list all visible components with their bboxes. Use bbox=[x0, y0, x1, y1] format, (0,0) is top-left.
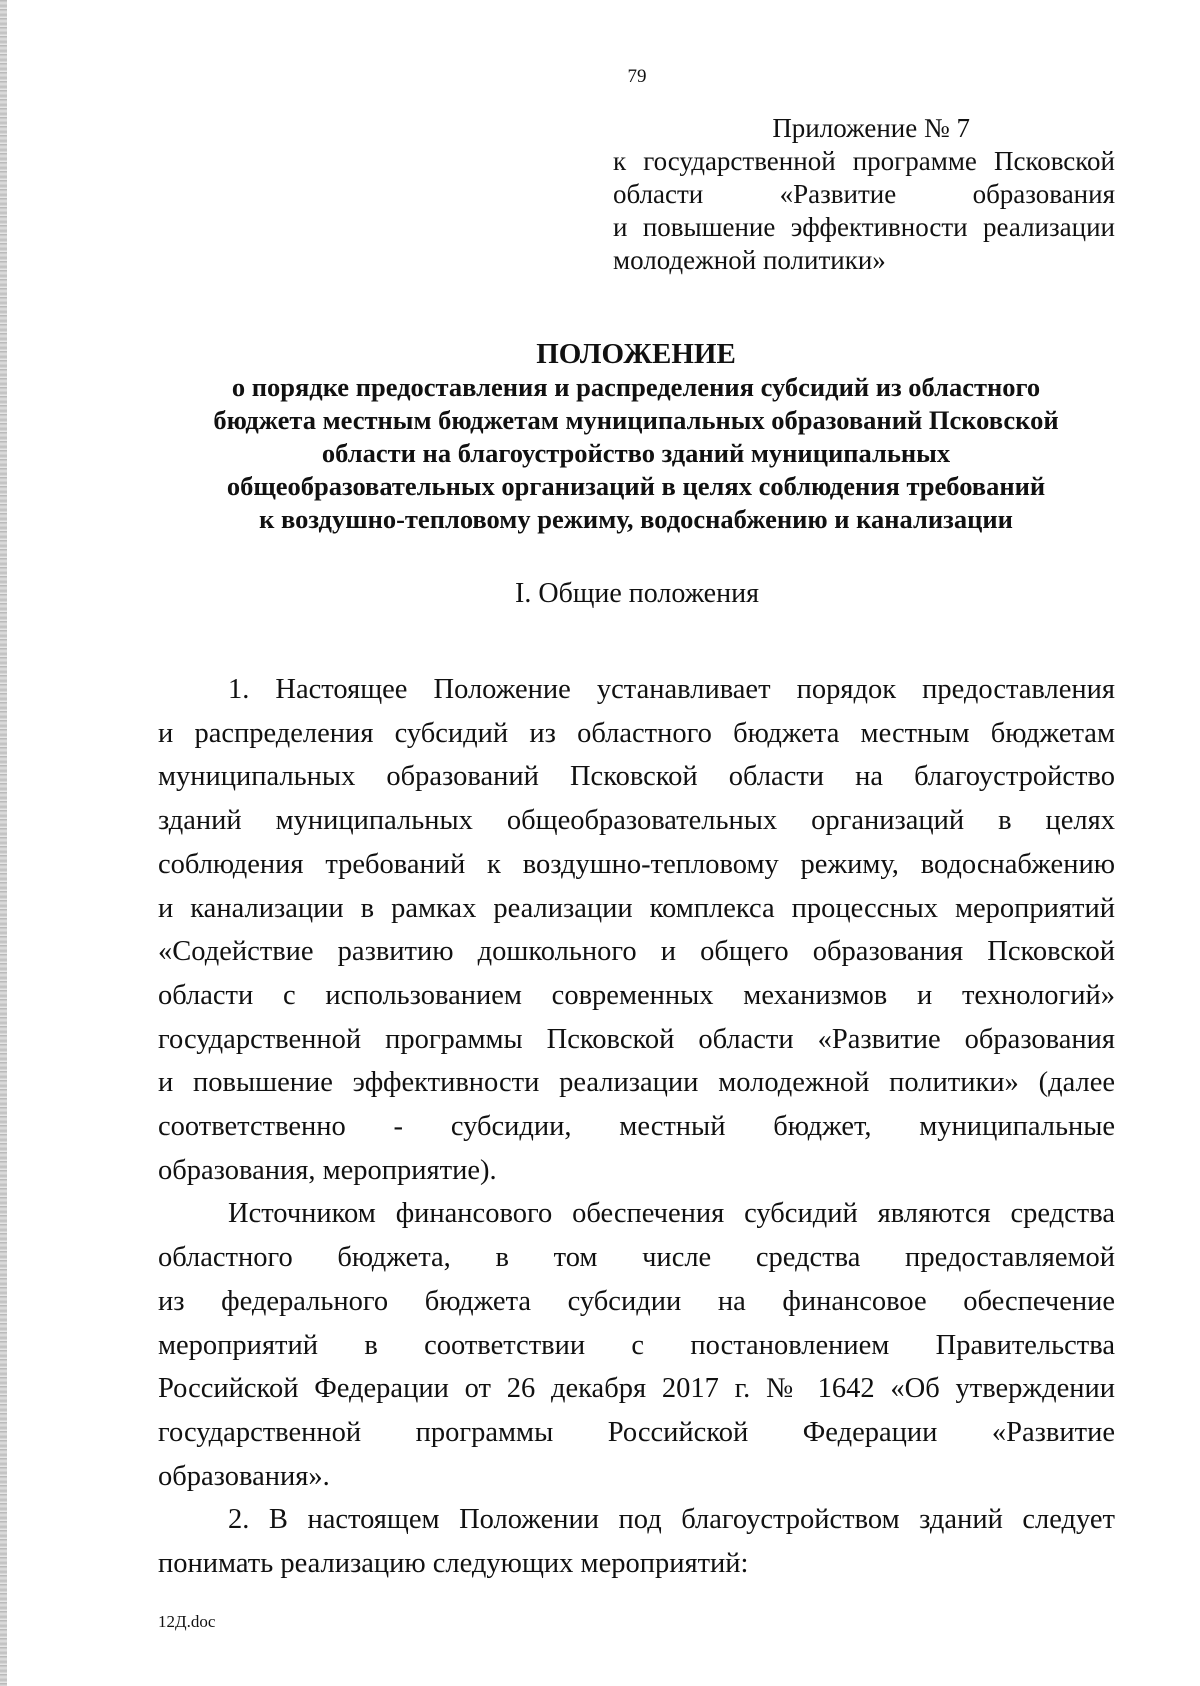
section-heading: I. Общие положения bbox=[515, 578, 759, 609]
title-line: бюджета местным бюджетам муниципальных образований Псковской bbox=[213, 405, 1059, 435]
paragraph-line: Российской Федерации от 26 декабря 2017 г. № 1642 «Об утверждении bbox=[158, 1373, 1115, 1405]
paragraph-line: Источником финансового обеспечения субсидий являются средства bbox=[228, 1198, 1115, 1230]
annex-line: и повышение эффективности реализации bbox=[613, 212, 1115, 242]
paragraph-line: и повышение эффективности реализации молодежной политики» (далее bbox=[158, 1067, 1115, 1099]
paragraph-3 bbox=[158, 1498, 1115, 1585]
paragraph-line: мероприятий в соответствии с постановлением Правительства bbox=[158, 1329, 1115, 1361]
annex-line: к государственной программе Псковской bbox=[613, 146, 1115, 176]
annex-line: области «Развитие образования bbox=[613, 179, 1115, 209]
annex-header bbox=[613, 112, 1115, 277]
title-line: общеобразовательных организаций в целях соблюдения требований bbox=[226, 471, 1046, 501]
paragraph-line: и канализации в рамках реализации комплекса процессных мероприятий bbox=[158, 892, 1115, 924]
annex-number: Приложение № 7 bbox=[772, 113, 970, 143]
title-line: о порядке предоставления и распределения субсидий из областного bbox=[231, 372, 1041, 402]
document-body bbox=[158, 668, 1115, 1586]
scan-edge-artifact bbox=[0, 0, 7, 1686]
paragraph-line: области с использованием современных механизмов и технологий» bbox=[158, 979, 1115, 1011]
paragraph-line: государственной программы Псковской области «Развитие образования bbox=[158, 1023, 1115, 1055]
paragraph-line: понимать реализацию следующих мероприятий: bbox=[158, 1548, 749, 1580]
paragraph-line: зданий муниципальных общеобразовательных организаций в целях bbox=[158, 805, 1115, 837]
document-title bbox=[140, 337, 1132, 536]
footer-file-name: 12Д.doc bbox=[158, 1612, 216, 1631]
paragraph-line: соответственно - субсидии, местный бюджет, муниципальные bbox=[158, 1111, 1115, 1143]
paragraph-line: 1. Настоящее Положение устанавливает порядок предоставления bbox=[228, 674, 1115, 705]
paragraph-line: соблюдения требований к воздушно-тепловому режиму, водоснабжению bbox=[158, 848, 1115, 880]
paragraph-2 bbox=[158, 1192, 1115, 1498]
title-line: к воздушно-тепловому режиму, водоснабжению и канализации bbox=[259, 504, 1013, 534]
paragraph-line: образования, мероприятие). bbox=[158, 1154, 497, 1186]
paragraph-line: муниципальных образований Псковской области на благоустройство bbox=[158, 761, 1115, 793]
paragraph-line: «Содействие развитию дошкольного и общего образования Псковской bbox=[158, 936, 1115, 968]
paragraph-line: областного бюджета, в том числе средства предоставляемой bbox=[158, 1242, 1115, 1274]
annex-line: молодежной политики» bbox=[613, 245, 886, 275]
title-line: области на благоустройство зданий муниципальных bbox=[321, 438, 951, 468]
paragraph-line: государственной программы Российской Федерации «Развитие bbox=[158, 1416, 1115, 1448]
paragraph-line: и распределения субсидий из областного бюджета местным бюджетам bbox=[158, 717, 1115, 749]
paragraph-1 bbox=[158, 668, 1115, 1192]
page-number: 79 bbox=[627, 66, 647, 87]
title-main: ПОЛОЖЕНИЕ bbox=[536, 338, 736, 370]
paragraph-line: образования». bbox=[158, 1460, 330, 1492]
paragraph-line: из федерального бюджета субсидии на финансовое обеспечение bbox=[158, 1285, 1115, 1317]
paragraph-line: 2. В настоящем Положении под благоустройством зданий следует bbox=[228, 1504, 1115, 1536]
